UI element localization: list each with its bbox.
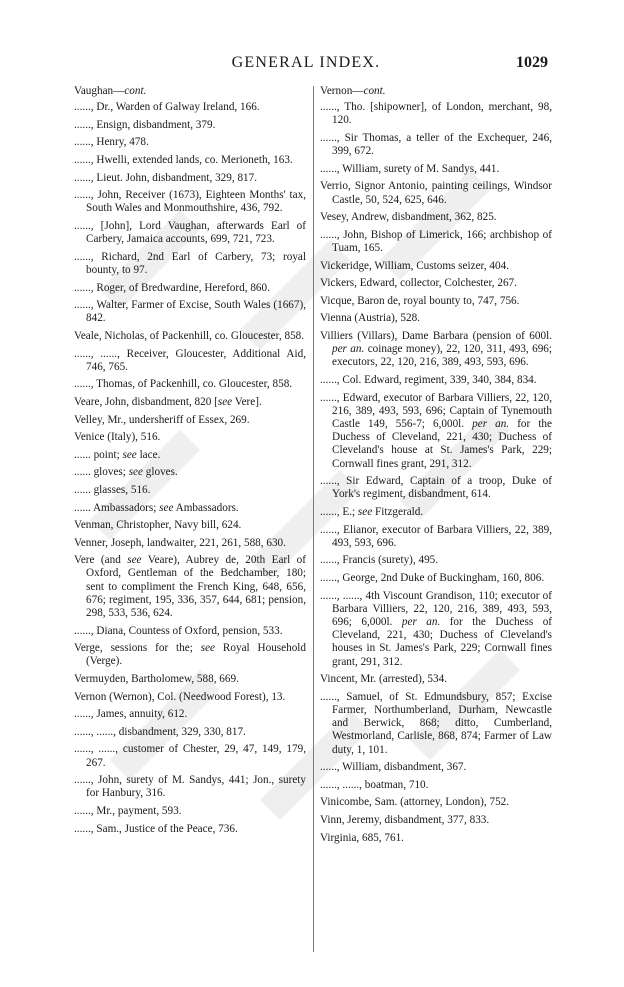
column-divider: [313, 86, 314, 952]
index-entry: ......, Sir Thomas, a teller of the Exchequer, 246, 399, 672.: [320, 132, 552, 158]
index-entry: ......, ......, boatman, 710.: [320, 778, 429, 791]
index-column-left: [74, 85, 306, 965]
index-entry: ......, Ensign, disbandment, 379.: [74, 118, 216, 131]
index-entry: ......, E.; see Fitzgerald.: [320, 505, 424, 518]
index-entry: Vicque, Baron de, royal bounty to, 747, 756.: [320, 294, 520, 307]
continued-heading: Vaughan—cont.: [74, 85, 147, 97]
index-entry: Venice (Italy), 516.: [74, 431, 161, 444]
index-entry: ......, ......, customer of Chester, 29, 47, 149, 179, 267.: [74, 743, 306, 769]
index-entry: ......, Lieut. John, disbandment, 329, 817.: [74, 171, 258, 184]
index-entry: Veale, Nicholas, of Packenhill, co. Gloucester, 858.: [74, 329, 305, 342]
index-entry: Vienna (Austria), 528.: [320, 312, 420, 325]
index-entry: Velley, Mr., undersheriff of Essex, 269.: [74, 413, 250, 426]
index-entry: ...... gloves; see gloves.: [74, 466, 178, 479]
index-entry: Venman, Christopher, Navy bill, 624.: [74, 519, 242, 532]
index-entry: ...... Ambassadors; see Ambassadors.: [74, 501, 239, 514]
index-column-right: [320, 85, 552, 965]
index-entry: Veare, John, disbandment, 820 [see Vere].: [74, 395, 262, 408]
index-entry: ......, James, annuity, 612.: [74, 708, 188, 721]
index-entry: Villiers (Villars), Dame Barbara (pension of 600l. per an. coinage money), 22, 120, 311, 493, 696; executors, 22, 120, 216, 389, 493, 593, 696.: [320, 329, 552, 369]
page-number: 1029: [516, 54, 548, 71]
index-entry: Vesey, Andrew, disbandment, 362, 825.: [320, 211, 497, 224]
index-entry: ......, Sam., Justice of the Peace, 736.: [74, 822, 238, 835]
index-entry: ......, Roger, of Bredwardine, Hereford, 860.: [74, 281, 270, 294]
page-header: [64, 54, 548, 76]
index-entry: ......, Thomas, of Packenhill, co. Gloucester, 858.: [74, 378, 293, 391]
index-entry: ...... point; see lace.: [74, 448, 161, 461]
index-entry: Vickeridge, William, Customs seizer, 404.: [320, 259, 509, 272]
index-entry: Vernon (Wernon), Col. (Needwood Forest), 13.: [74, 690, 286, 703]
index-entry: ......, Henry, 478.: [74, 136, 149, 149]
continued-heading: Vernon—cont.: [320, 85, 386, 97]
index-entry: ......, Hwelli, extended lands, co. Merioneth, 163.: [74, 153, 293, 166]
index-entry: ......, John, Bishop of Limerick, 166; archbishop of Tuam, 165.: [320, 228, 552, 254]
running-title: GENERAL INDEX.: [231, 54, 381, 71]
index-entry: Vinicombe, Sam. (attorney, London), 752.: [320, 796, 510, 809]
index-entry: ......, William, surety of M. Sandys, 441.: [320, 162, 500, 175]
index-entry: ......, Elianor, executor of Barbara Villiers, 22, 389, 493, 593, 696.: [320, 523, 552, 549]
index-entry: Vinn, Jeremy, disbandment, 377, 833.: [320, 813, 490, 826]
index-entry: ......, Dr., Warden of Galway Ireland, 166.: [74, 101, 260, 114]
index-entry: ......, Walter, Farmer of Excise, South Wales (1667), 842.: [74, 299, 306, 325]
index-entry: ......, ......, Receiver, Gloucester, Additional Aid, 746, 765.: [74, 347, 306, 373]
index-entry: ......, Richard, 2nd Earl of Carbery, 73; royal bounty, to 97.: [74, 250, 306, 276]
index-entry: Virginia, 685, 761.: [320, 831, 404, 844]
index-entry: ......, Mr., payment, 593.: [74, 805, 182, 818]
index-entry: ......, Sir Edward, Captain of a troop, Duke of York's regiment, disbandment, 614.: [320, 475, 552, 501]
index-entry: ......, John, surety of M. Sandys, 441; Jon., surety for Hanbury, 316.: [74, 774, 306, 800]
index-entry: ......, ......, 4th Viscount Grandison, 110; executor of Barbara Villiers, 22, 120, 216, 389, 493, 593, 696; 6,000l. per an. for the Duchess of Cleveland, 221, 430; Duchess of Cleveland's houses in St. James's Park, 229; Cornwall fines grant, 291, 312.: [320, 589, 552, 668]
index-entry: ......, Francis (surety), 495.: [320, 554, 439, 567]
index-entry: Vincent, Mr. (arrested), 534.: [320, 673, 448, 686]
index-entry: Verrio, Signor Antonio, painting ceilings, Windsor Castle, 50, 524, 625, 646.: [320, 180, 552, 206]
index-entry: Vere (and see Veare), Aubrey de, 20th Earl of Oxford, Gentleman of the Bedchamber, 180; sent to compliment the French King, 648, 656, 676; regiment, 195, 336, 357, 644, 681; pension, 298, 533, 536, 624.: [74, 554, 306, 620]
index-entry: Vermuyden, Bartholomew, 588, 669.: [74, 673, 239, 686]
index-entry: ......, Edward, executor of Barbara Villiers, 22, 120, 216, 389, 493, 593, 696; Captain of Tynemouth Castle 149, 556-7; 6,000l. per an. for the Duchess of Cleveland, 221, 430; Duchess of Cleveland's house at St. James's Park, 229; Cornwall fines grant, 291, 312.: [320, 391, 552, 470]
index-entry: ......, George, 2nd Duke of Buckingham, 160, 806.: [320, 571, 545, 584]
index-entry: Vickers, Edward, collector, Colchester, 267.: [320, 277, 517, 290]
index-entry: ......, Diana, Countess of Oxford, pension, 533.: [74, 624, 283, 637]
index-entry: ......, John, Receiver (1673), Eighteen Months' tax, South Wales and Monmouthshire, 436, 792.: [74, 189, 306, 215]
index-entry: ......, ......, disbandment, 329, 330, 817.: [74, 725, 246, 738]
index-entry: Venner, Joseph, landwaiter, 221, 261, 588, 630.: [74, 536, 286, 549]
index-entry: ......, William, disbandment, 367.: [320, 761, 467, 774]
index-entry: ......, Col. Edward, regiment, 339, 340, 384, 834.: [320, 373, 537, 386]
index-entry: Verge, sessions for the; see Royal Household (Verge).: [74, 642, 306, 668]
index-entry: ...... glasses, 516.: [74, 483, 151, 496]
index-entry: ......, Tho. [shipowner], of London, merchant, 98, 120.: [320, 101, 552, 127]
index-entry: ......, [John], Lord Vaughan, afterwards Earl of Carbery, Jamaica accounts, 699, 721, 723.: [74, 219, 306, 246]
index-entry: ......, Samuel, of St. Edmundsbury, 857; Excise Farmer, Northumberland, Durham, Newcastle and Berwick, 868; ditto, Cumberland, Westmorland, Carlisle, 868, 874; Farmer of Law duty, 1, 101.: [320, 690, 552, 756]
